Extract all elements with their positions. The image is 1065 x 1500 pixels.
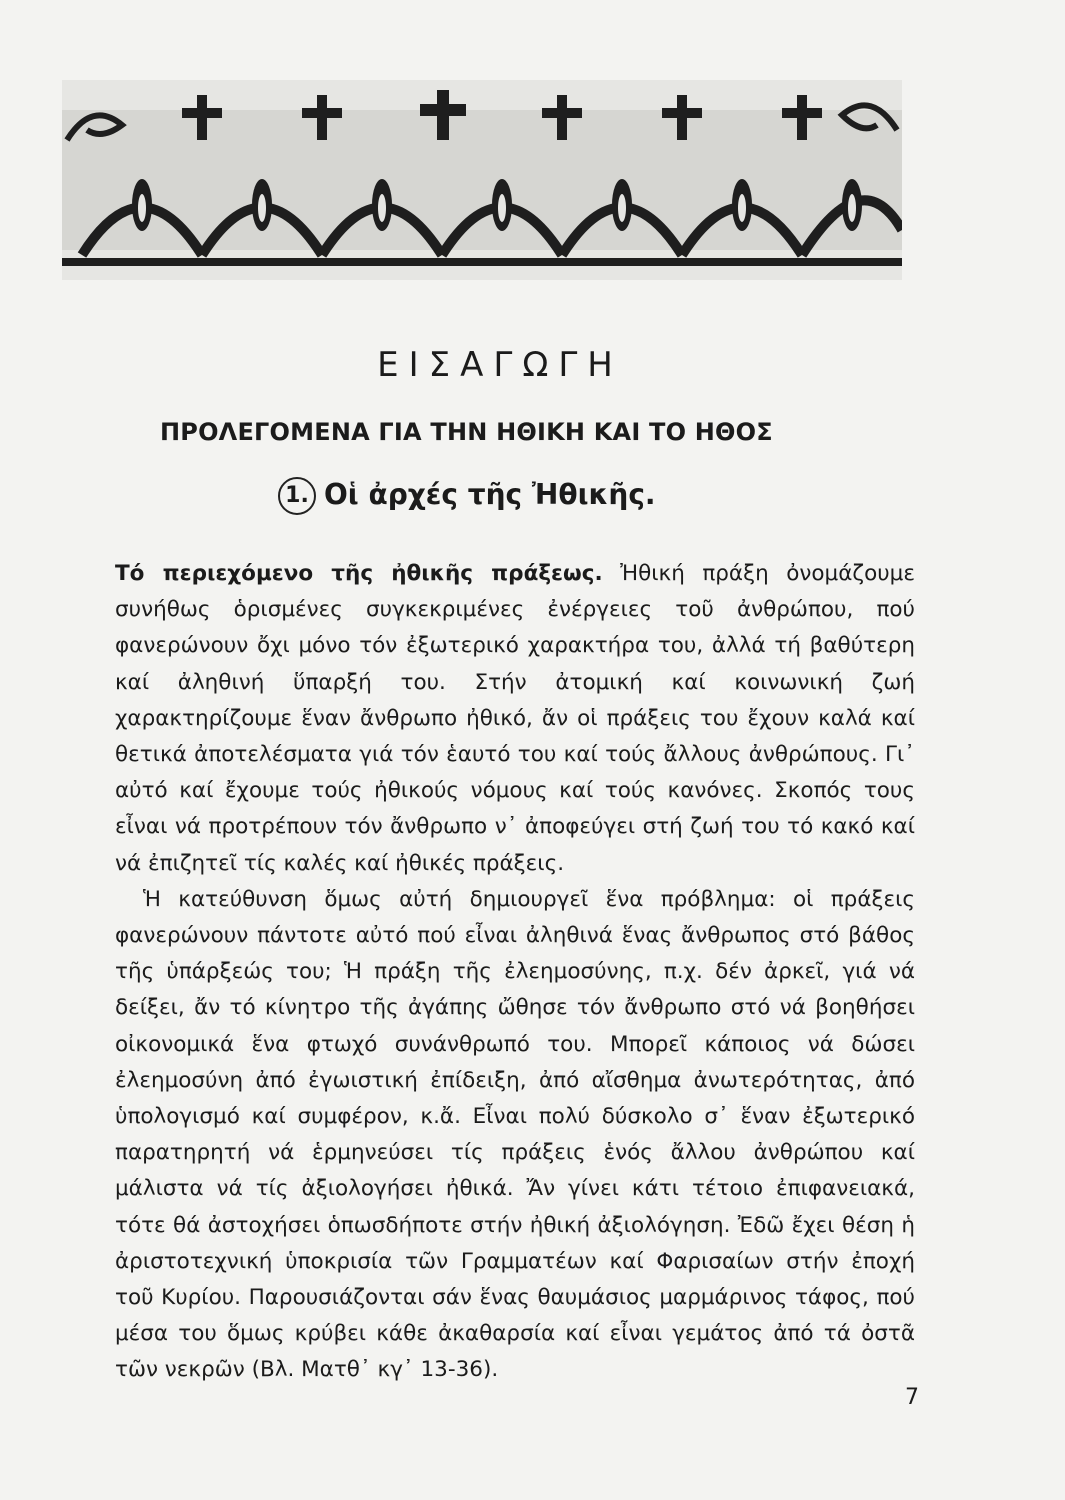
page-number: 7 bbox=[905, 1385, 919, 1410]
paragraph-1 bbox=[115, 556, 915, 882]
decorative-byzantine-headpiece bbox=[62, 80, 902, 280]
section-title: Οἱ ἀρχές τῆς Ἠθικῆς. bbox=[324, 478, 656, 511]
section-number: 1. bbox=[278, 477, 316, 515]
chapter-title: ΕΙΣΑΓΩΓΗ bbox=[377, 345, 623, 385]
body-text bbox=[115, 556, 915, 1389]
paragraph-1-lead: Τό περιεχόμενο τῆς ἠθικῆς πράξεως. bbox=[115, 561, 603, 586]
section-heading bbox=[278, 477, 656, 515]
paragraph-1-text: Ἠθική πράξη ὀνομάζουμε συνήθως ὁρισμένες συγκεκριμένες ἐνέργειες τοῦ ἀνθρώπου, πού φανερώνουν ὄχι μόνο τόν ἐξωτερικό χαρακτήρα του, ἀλλά τή βαθύτερη καί ἀληθινή ὕπαρξή του. Στήν ἀτομική καί κοινωνική ζωή χαρακτηρίζουμε ἕναν ἄνθρωπο ἠθικό, ἄν οἱ πράξεις του ἔχουν καλά καί θετικά ἀποτελέσματα γιά τόν ἑαυτό του καί τούς ἄλλους ἀνθρώπους. Γι᾽ αὐτό καί ἔχουμε τούς ἠθικούς νόμους καί τούς κανόνες. Σκοπός τους εἶναι νά προτρέπουν τόν ἄνθρωπο ν᾽ ἀποφεύγει στή ζωή του τό κακό καί νά ἐπιζητεῖ τίς καλές καί ἠθικές πράξεις. bbox=[115, 561, 915, 876]
chapter-subtitle: ΠΡΟΛΕΓΟΜΕΝΑ ΓΙΑ ΤΗΝ ΗΘΙΚΗ ΚΑΙ ΤΟ ΗΘΟΣ bbox=[160, 418, 773, 446]
paragraph-2: Ἡ κατεύθυνση ὅμως αὐτή δημιουργεῖ ἕνα πρόβλημα: οἱ πράξεις φανερώνουν πάντοτε αὐτό πού εἶναι ἀληθινά ἕνας ἄνθρωπος στό βάθος τῆς ὑπάρξεώς του; Ἡ πράξη τῆς ἐλεημοσύνης, π.χ. δέν ἀρκεῖ, γιά νά δείξει, ἄν τό κίνητρο τῆς ἀγάπης ὤθησε τόν ἄνθρωπο στό νά βοηθήσει οἰκονομικά ἕνα φτωχό συνάνθρωπό του. Μπορεῖ κάποιος νά δώσει ἐλεημοσύνη ἀπό ἐγωιστική ἐπίδειξη, ἀπό αἴσθημα ἀνωτερότητας, ἀπό ὑπολογισμό καί συμφέρον, κ.ἄ. Εἶναι πολύ δύσκολο σ᾽ ἕναν ἐξωτερικό παρατηρητή νά ἑρμηνεύσει τίς πράξεις ἑνός ἄλλου ἀνθρώπου καί μάλιστα νά τίς ἀξιολογήσει ἠθικά. Ἄν γίνει κάτι τέτοιο ἐπιφανειακά, τότε θά ἀστοχήσει ὁπωσδήποτε στήν ἠθική ἀξιολόγηση. Ἐδῶ ἔχει θέση ἡ ἀριστοτεχνική ὑποκρισία τῶν Γραμματέων καί Φαρισαίων στήν ἐποχή τοῦ Κυρίου. Παρουσιάζονται σάν ἕνας θαυμάσιος μαρμάρινος τάφος, πού μέσα του ὅμως κρύβει κάθε ἀκαθαρσία καί εἶναι γεμάτος ἀπό τά ὀστᾶ τῶν νεκρῶν (Βλ. Ματθ᾽ κγ᾽ 13-36). bbox=[115, 886, 915, 1383]
